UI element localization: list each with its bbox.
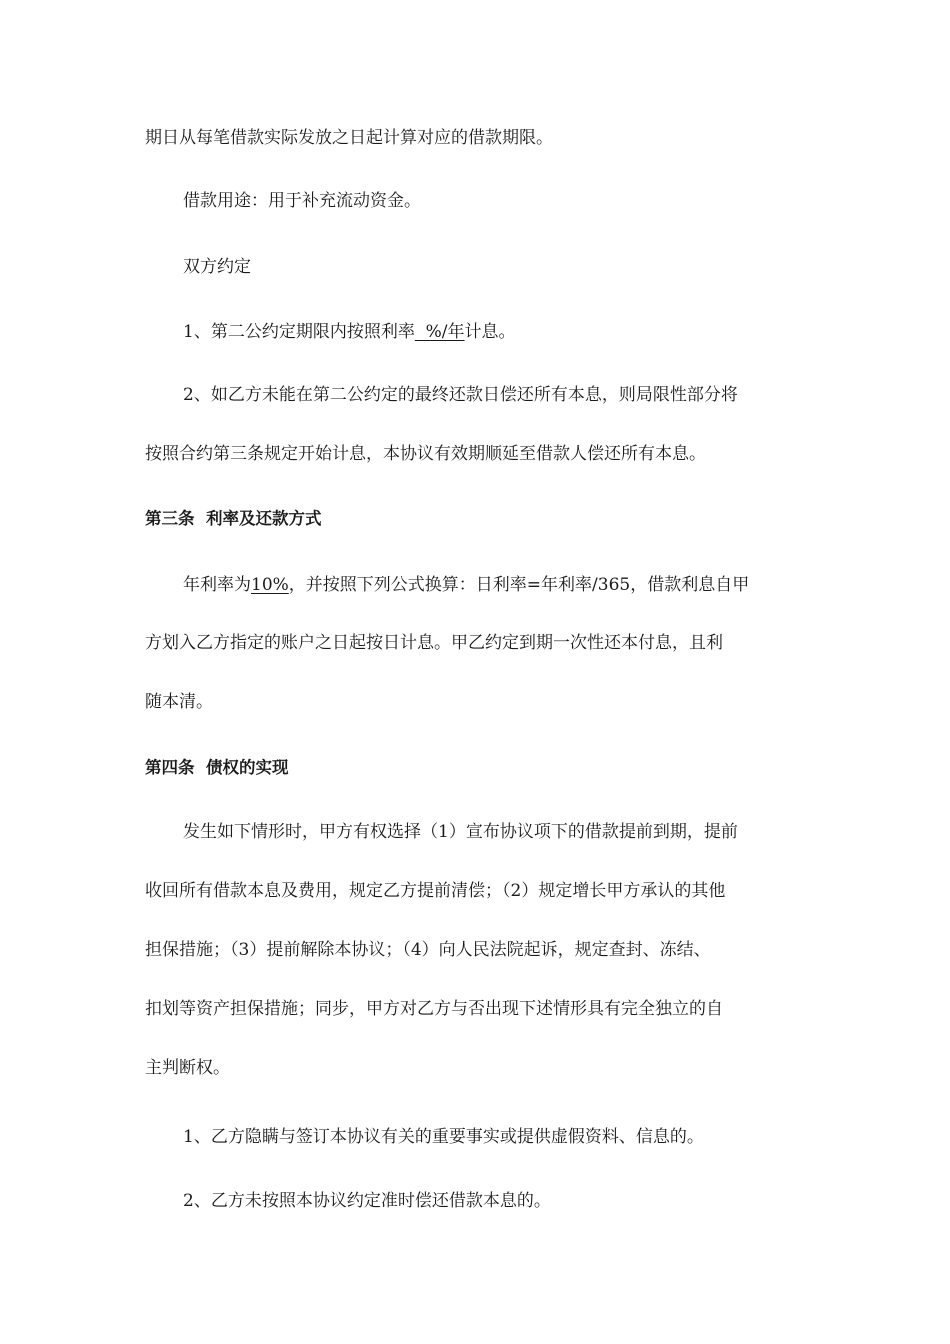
text: 双方约定: [183, 257, 251, 277]
text: 担保措施；（3）提前解除本协议；（4）向人民法院起诉，规定查封、冻结、: [145, 940, 711, 960]
paragraph-line: [0, 879, 950, 903]
paragraph-line: [0, 690, 950, 714]
heading-text: 第四条 债权的实现: [145, 758, 289, 777]
text: 2、如乙方未能在第二公约定的最终还款日偿还所有本息，则局限性部分将: [183, 385, 738, 405]
paragraph-line: [0, 189, 950, 213]
section-heading-article-3: [0, 507, 950, 531]
text: 1、乙方隐瞒与签订本协议有关的重要事实或提供虚假资料、信息的。: [183, 1127, 704, 1147]
paragraph-line: [0, 255, 950, 279]
text: 发生如下情形时，甲方有权选择（1）宣布协议项下的借款提前到期，提前: [183, 822, 738, 842]
paragraph-line: [0, 1189, 950, 1213]
text: 方划入乙方指定的账户之日起按日计息。甲乙约定到期一次性还本付息，且利: [145, 633, 723, 653]
text: 随本清。: [145, 692, 213, 712]
paragraph-line: [0, 442, 950, 466]
paragraph-line: [0, 383, 950, 407]
text: ，并按照下列公式换算：日利率=年利率/365，借款利息自甲: [288, 575, 750, 595]
text: 扣划等资产担保措施；同步，甲方对乙方与否出现下述情形具有完全独立的自: [145, 999, 723, 1019]
text: 年利率为: [183, 575, 251, 595]
paragraph-line: [0, 938, 950, 962]
paragraph-line: [0, 997, 950, 1021]
text: 计息。: [464, 322, 516, 342]
paragraph-line: [0, 126, 950, 150]
text: 2、乙方未按照本协议约定准时偿还借款本息的。: [183, 1191, 551, 1211]
paragraph-line: [0, 820, 950, 844]
interest-rate-blank: %/年: [414, 322, 465, 342]
text: 1、第二公约定期限内按照利率: [183, 322, 415, 342]
paragraph-line: [0, 320, 950, 344]
text: 按照合约第三条规定开始计息，本协议有效期顺延至借款人偿还所有本息。: [145, 444, 706, 464]
heading-text: 第三条 利率及还款方式: [145, 509, 322, 528]
section-heading-article-4: [0, 756, 950, 780]
text: 期日从每笔借款实际发放之日起计算对应的借款期限。: [145, 128, 553, 148]
paragraph-line: [0, 1125, 950, 1149]
annual-rate-value: 10%: [251, 575, 289, 595]
text: 收回所有借款本息及费用，规定乙方提前清偿；（2）规定增长甲方承认的其他: [145, 881, 726, 901]
text: 借款用途：用于补充流动资金。: [183, 191, 421, 211]
paragraph-line: [0, 631, 950, 655]
paragraph-line: [0, 1056, 950, 1080]
text: 主判断权。: [145, 1058, 230, 1078]
paragraph-line: [0, 573, 950, 597]
